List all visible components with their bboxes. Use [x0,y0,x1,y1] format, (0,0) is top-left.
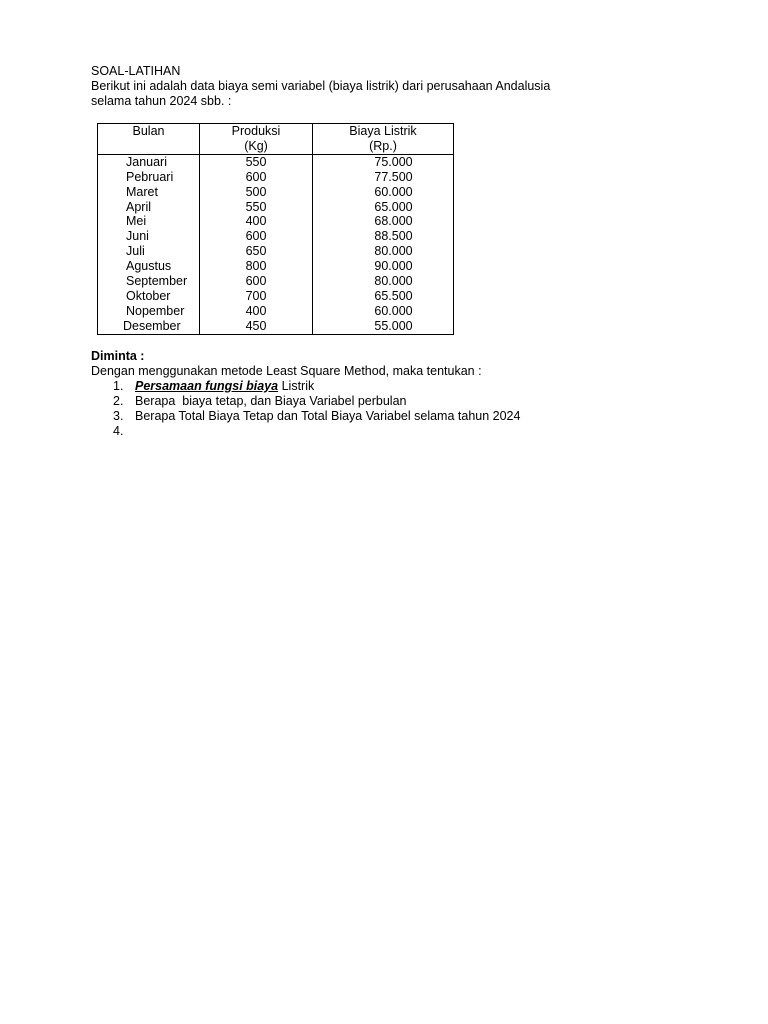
task-text: Listrik [278,378,315,393]
table-row [98,170,454,185]
cell-biaya-listrik: 90.000 [313,259,454,274]
task-item [91,409,691,424]
cell-produksi: 550 [200,200,313,215]
task-item [91,394,691,409]
cell-produksi: 800 [200,259,313,274]
cell-bulan: April [98,200,200,215]
cell-produksi: 500 [200,185,313,200]
table-row [98,274,454,289]
intro-text-line-1: Berikut ini adalah data biaya semi variabel (biaya listrik) dari perusahaan Andalusia [91,79,551,93]
task-text: Berapa Total Biaya Tetap dan Total Biaya Variabel selama tahun 2024 [135,408,521,423]
cell-biaya-listrik: 65.500 [313,289,454,304]
cell-biaya-listrik: 77.500 [313,170,454,185]
task-text: Berapa biaya tetap, dan Biaya Variabel perbulan [135,393,407,408]
task-list [91,378,691,438]
table-header-row [98,124,454,155]
task-number: 1. [113,378,124,393]
data-table [97,123,454,335]
cell-bulan: Juli [98,244,200,259]
cell-biaya-listrik: 60.000 [313,185,454,200]
document-title: SOAL-LATIHAN [91,64,181,78]
cell-biaya-listrik: 75.000 [313,154,454,169]
cell-bulan: Pebruari [98,170,200,185]
cell-produksi: 400 [200,214,313,229]
table-row [98,229,454,244]
task-emphasis: Persamaan fungsi biaya [135,378,279,393]
table-row [98,289,454,304]
cell-bulan: Januari [98,154,200,169]
cell-biaya-listrik: 88.500 [313,229,454,244]
table-body [98,154,454,334]
intro-text-line-2: selama tahun 2024 sbb. : [91,94,232,108]
table-row [98,259,454,274]
header-biaya-listrik: Biaya Listrik (Rp.) [313,124,454,155]
table-row [98,200,454,215]
table-row [98,154,454,169]
cell-produksi: 600 [200,274,313,289]
task-number: 4. [113,423,124,438]
task-number: 3. [113,408,124,423]
document-page [91,64,691,438]
cell-bulan: September [98,274,200,289]
cell-produksi: 450 [200,319,313,334]
cell-produksi: 600 [200,229,313,244]
cell-bulan: Desember [98,319,200,334]
table-row [98,244,454,259]
cell-bulan: Maret [98,185,200,200]
cell-biaya-listrik: 80.000 [313,274,454,289]
cell-biaya-listrik: 68.000 [313,214,454,229]
table-row [98,304,454,319]
data-table-wrapper [97,123,691,335]
cell-produksi: 400 [200,304,313,319]
table-row [98,214,454,229]
cell-biaya-listrik: 55.000 [313,319,454,334]
header-bulan: Bulan [98,124,200,155]
task-number: 2. [113,393,124,408]
cell-produksi: 550 [200,154,313,169]
cell-biaya-listrik: 65.000 [313,200,454,215]
cell-bulan: Juni [98,229,200,244]
cell-bulan: Nopember [98,304,200,319]
diminta-intro: Dengan menggunakan metode Least Square Method, maka tentukan : [91,363,482,378]
table-row [98,319,454,334]
cell-produksi: 700 [200,289,313,304]
table-row [98,185,454,200]
task-item [91,379,691,394]
cell-biaya-listrik: 80.000 [313,244,454,259]
cell-produksi: 650 [200,244,313,259]
diminta-heading: Diminta : [91,348,145,363]
cell-bulan: Mei [98,214,200,229]
cell-produksi: 600 [200,170,313,185]
cell-bulan: Oktober [98,289,200,304]
header-produksi: Produksi (Kg) [200,124,313,155]
cell-bulan: Agustus [98,259,200,274]
cell-biaya-listrik: 60.000 [313,304,454,319]
